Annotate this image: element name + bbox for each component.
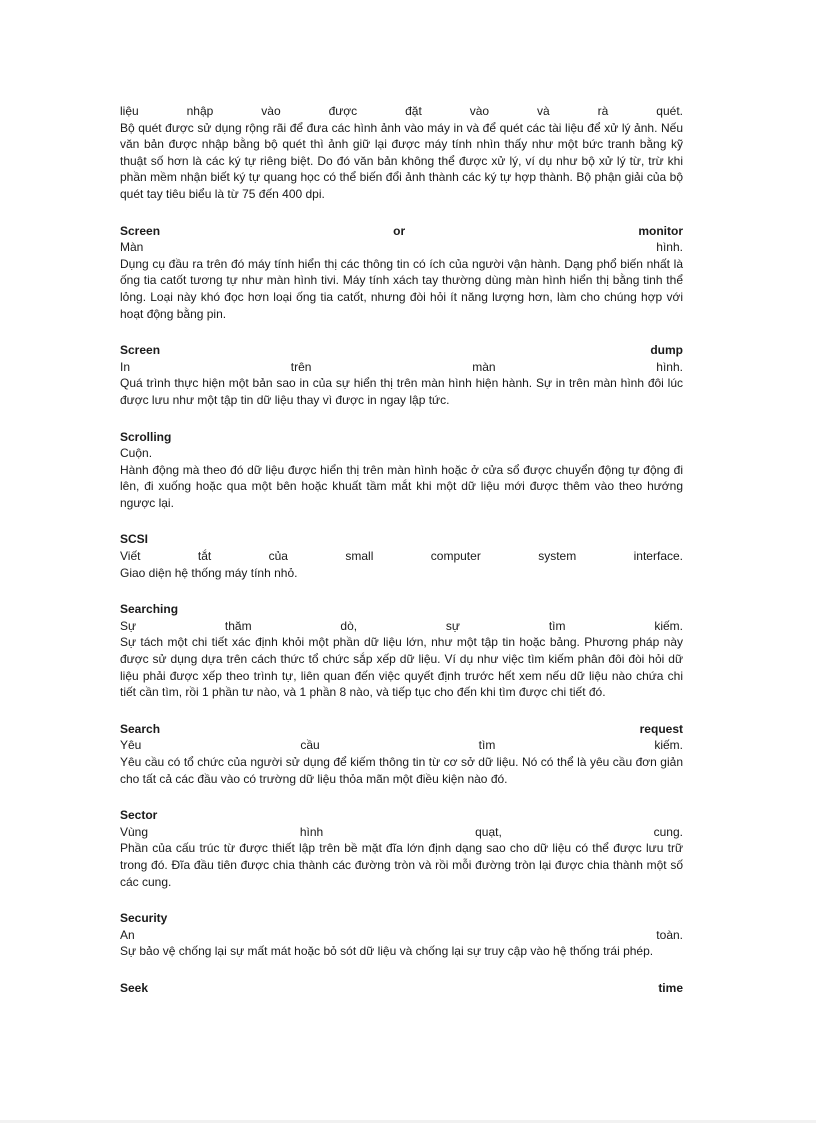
entry-term: Screen or monitor <box>120 223 683 238</box>
entry-term: SCSI <box>120 532 149 547</box>
entry-screen-dump <box>120 342 683 408</box>
intro-paragraph: Bộ quét được sử dụng rộng rãi để đưa các hình ảnh vào máy in và để quét các tài liệu để xử lý ảnh. Nếu văn bản được nhập bằng bộ quét thì ảnh giữ lại được máy tính nhìn thấy như một bức tranh bằng kỹ thuật số hơn là các ký tự riêng biệt. Do đó văn bản không thể được xử lý, ví dụ như bộ xử lý từ, trừ khi phần mềm nhận biết ký tự quang học có thể biến đổi ảnh thành các ký tự hợp thành. Bộ phận giải của bộ quét tay tiêu biểu là từ 75 đến 400 dpi. <box>120 120 683 201</box>
entry-definition: Phần của cấu trúc từ được thiết lập trên bề mặt đĩa lớn định dạng sao cho dữ liệu có thể được lưu trữ trong đó. Đĩa đầu tiên được chia thành các đường tròn và rồi mỗi đường tròn lại được chia thành một số các cung. <box>120 841 683 889</box>
entry-definition: Yêu cầu có tổ chức của người sử dụng để kiếm thông tin từ cơ sở dữ liệu. Nó có thể là yêu cầu đơn giản cho tất cả các đầu vào có trường dữ liệu thỏa mãn một điều kiện nào đó. <box>120 755 683 786</box>
intro-block <box>120 103 683 203</box>
entry-definition: Quá trình thực hiện một bản sao in của sự hiển thị trên màn hình hiện hành. Sự in trên màn hình đôi lúc được lưu như một tập tin dữ liệu thay vì được in ngay lập tức. <box>120 376 683 407</box>
entry-translation: Màn hình. <box>120 240 683 255</box>
entry-term: Screen dump <box>120 343 683 358</box>
entry-translation: Viết tắt của small computer system interface. <box>120 549 683 564</box>
entry-seek-time <box>120 980 683 997</box>
entry-term: Security <box>120 911 168 926</box>
entry-term: Searching <box>120 602 179 617</box>
entry-sector <box>120 807 683 890</box>
entry-translation: Yêu cầu tìm kiếm. <box>120 738 683 753</box>
intro-first-line: liệu nhập vào được đặt vào và rà quét. <box>120 104 683 118</box>
entry-term: Search request <box>120 721 683 736</box>
entry-scsi <box>120 531 683 581</box>
entry-definition: Sự tách một chi tiết xác định khỏi một phần dữ liệu lớn, như một tập tin hoặc bảng. Phương pháp này được sử dụng dựa trên cách thức tổ chức sắp xếp dữ liệu. Ví dụ như việc tìm kiếm phân đôi đòi hỏi dữ liệu phải được xếp theo trình tự, liên quan đến việc quyết định trước hết xem nếu dữ liệu nào chứa chi tiết cần tìm, rồi 1 phần tư nào, và 1 phần 8 nào, và tiếp tục cho đến khi tìm được chi tiết đó. <box>120 635 683 700</box>
entry-term: Seek time <box>120 980 683 995</box>
entry-translation: Cuộn. <box>120 446 153 461</box>
entry-translation: Sự thăm dò, sự tìm kiếm. <box>120 618 683 633</box>
entry-scrolling <box>120 429 683 512</box>
entry-screen-or-monitor <box>120 223 683 323</box>
entry-term: Sector <box>120 808 158 823</box>
entry-definition: Sự bảo vệ chống lại sự mất mát hoặc bỏ sót dữ liệu và chống lại sự truy cập vào hệ thống trái phép. <box>120 944 654 959</box>
entry-searching <box>120 601 683 701</box>
entry-term: Scrolling <box>120 429 172 444</box>
entry-translation: An toàn. <box>120 927 683 942</box>
entry-definition: Dụng cụ đầu ra trên đó máy tính hiển thị các thông tin có ích của người vận hành. Dạng phổ biến nhất là ống tia catốt tương tự như màn hình tivi. Máy tính xách tay thường dùng màn hình hiển thị bằng tinh thể lỏng. Loại này khó đọc hơn loại ống tia catốt, nhưng đòi hỏi ít năng lượng hơn, làm cho chúng hợp với hoạt động bằng pin. <box>120 256 683 321</box>
entry-search-request <box>120 721 683 787</box>
entry-definition: Giao diện hệ thống máy tính nhỏ. <box>120 565 298 580</box>
entry-translation: Vùng hình quạt, cung. <box>120 824 683 839</box>
entry-translation: In trên màn hình. <box>120 359 683 374</box>
entry-security <box>120 910 683 960</box>
entry-definition: Hành động mà theo đó dữ liệu được hiển thị trên màn hình hoặc ở cửa sổ được chuyển động tự động đi lên, đi xuống hoặc qua một bên hoặc khuất tầm mắt khi một dữ liệu mới được thêm vào theo hướng ngược lại. <box>120 462 683 510</box>
page-content <box>120 103 683 997</box>
